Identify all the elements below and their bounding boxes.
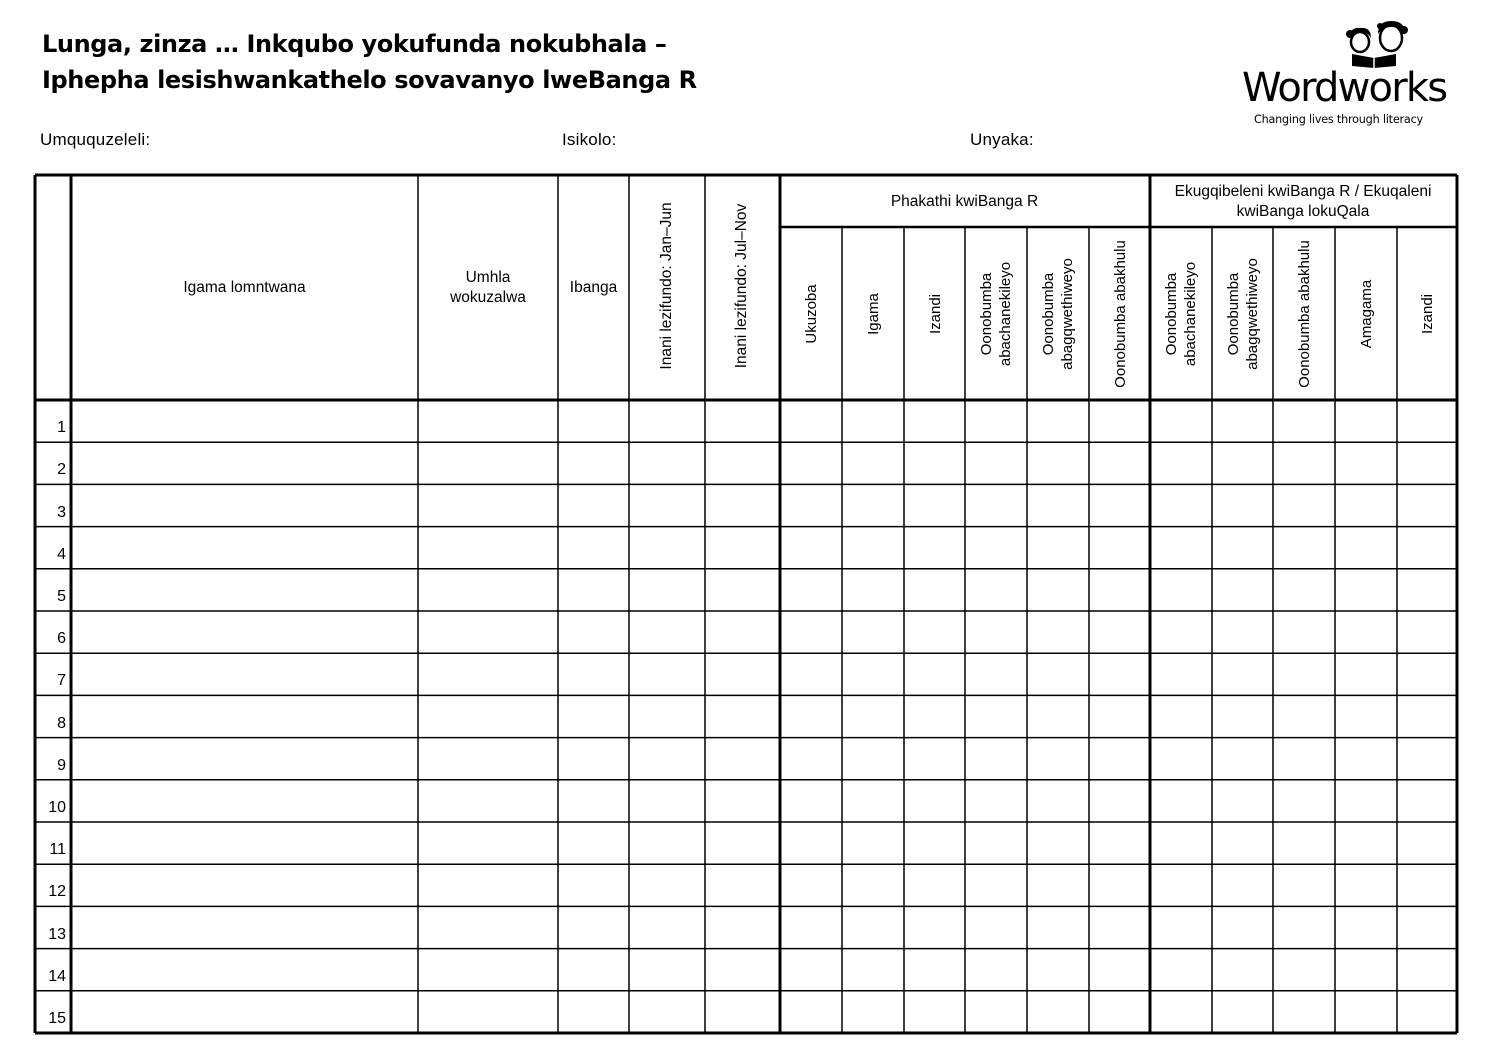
header-attendance-jan-jun: Inani lezifundo: Jan–Jun bbox=[658, 202, 675, 370]
row-number: 9 bbox=[57, 756, 66, 774]
header-mid-year-group: Phakathi kwiBanga R bbox=[890, 192, 1039, 210]
header-child-name: Igama lomntwana bbox=[183, 278, 306, 296]
row-number: 13 bbox=[48, 925, 66, 943]
logo-tagline: Changing lives through literacy bbox=[1254, 113, 1423, 126]
header-end-year-col-2: Oonobumba abagqwethiweyo bbox=[1224, 257, 1261, 370]
header-end-year-col-3: Oonobumba abakhulu bbox=[1295, 239, 1313, 388]
row-number: 2 bbox=[57, 461, 66, 479]
row-number: 12 bbox=[48, 883, 66, 901]
header-date-of-birth: Umhla wokuzalwa bbox=[450, 268, 526, 306]
header-mid-year-col-1: Ukuzoba bbox=[802, 283, 820, 344]
logo-wordmark: Wordworks bbox=[1242, 65, 1447, 111]
row-number: 1 bbox=[57, 419, 66, 437]
header-mid-year-col-5: Oonobumba abagqwethiweyo bbox=[1040, 257, 1076, 370]
row-number: 5 bbox=[57, 588, 66, 605]
school-label: Isikolo: bbox=[562, 130, 617, 149]
row-number: 6 bbox=[57, 630, 66, 648]
header-grade: Ibanga bbox=[569, 278, 618, 296]
row-number: 8 bbox=[57, 714, 66, 732]
row-number: 14 bbox=[48, 967, 66, 985]
header-end-year-group: Ekugqibeleni kwiBanga R / Ekuqaleni kwiBanga lokuQala bbox=[1174, 182, 1432, 220]
title-line-1: Lunga, zinza … Inkqubo yokufunda nokubhala – bbox=[42, 30, 667, 58]
header-end-year-col-4: Amagama bbox=[1357, 279, 1375, 348]
row-number: 7 bbox=[57, 672, 66, 690]
header-end-year-col-5: Izandi bbox=[1418, 293, 1436, 334]
header-attendance-jul-nov: Inani lezifundo: Jul–Nov bbox=[733, 203, 750, 369]
header-end-year-col-1: Oonobumba abachanekileyo bbox=[1163, 261, 1199, 366]
header-mid-year-col-2: Igama bbox=[864, 292, 882, 335]
row-number: 11 bbox=[49, 841, 66, 859]
title-line-2: Iphepha lesishwankathelo sovavanyo lweBanga R bbox=[42, 66, 697, 94]
year-label: Unyaka: bbox=[970, 130, 1034, 149]
row-number: 15 bbox=[48, 1010, 66, 1027]
header-mid-year-col-6: Oonobumba abakhulu bbox=[1111, 239, 1128, 388]
row-number: 3 bbox=[57, 503, 66, 521]
row-number: 10 bbox=[48, 799, 66, 816]
header-mid-year-col-4: Oonobumba abachanekileyo bbox=[978, 261, 1014, 366]
header-mid-year-col-3: Izandi bbox=[926, 293, 943, 334]
facilitator-label: Umququzeleli: bbox=[40, 130, 151, 149]
row-number: 4 bbox=[57, 545, 66, 563]
